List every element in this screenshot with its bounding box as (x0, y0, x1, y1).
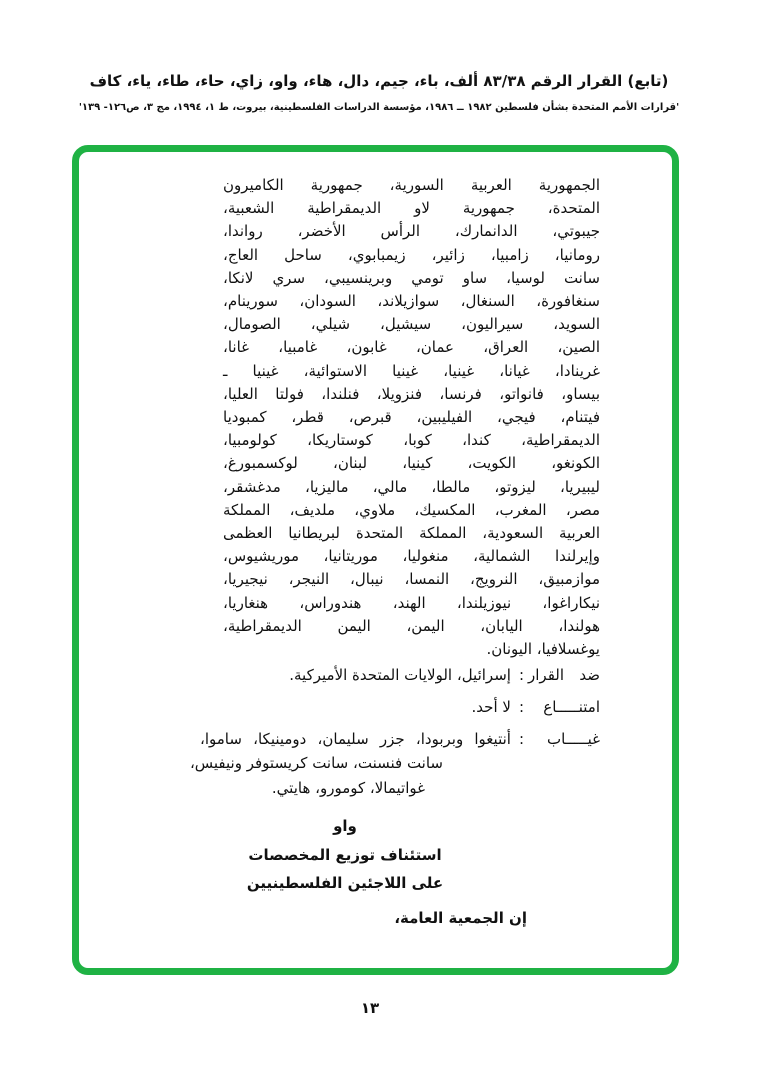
country-list-line: سنغافورة، السنغال، سوازيلاند، السودان، سورينام، (223, 292, 600, 311)
vote-absent-row (200, 729, 600, 750)
section-letter: واو (333, 817, 357, 835)
vote-absent-text-line2: سانت فنسنت، سانت كريستوفر ونيفيس، (189, 754, 443, 772)
vote-absent-label: غيـــــاب (546, 730, 600, 748)
vote-abstain-colon: : (518, 698, 524, 716)
vote-absent-text-line3: غواتيمالا، كومورو، هايتي. (271, 779, 425, 797)
vote-against-colon: : (518, 666, 524, 684)
voting-in-favor-list (223, 174, 600, 661)
vote-against-label: ضد القرار (528, 666, 600, 684)
assembly-opening-line: إن الجمعية العامة، (394, 909, 527, 927)
section-title-line1: استئناف توزيع المخصصات (248, 846, 442, 864)
vote-absent-colon: : (518, 730, 524, 748)
page-number: ١٣ (360, 999, 380, 1017)
country-list-line: جيبوتي، الدانمارك، الرأس الأخضر، رواندا، (223, 222, 600, 241)
vote-against-text: إسرائيل، الولايات المتحدة الأميركية. (289, 666, 511, 684)
country-list-line: الصين، العراق، عمان، غابون، غامبيا، غانا، (223, 338, 600, 357)
country-list-line: الديمقراطية، كندا، كوبا، كوستاريكا، كولومبيا، (223, 431, 600, 450)
country-list-line: موازمبيق، النرويج، النمسا، نيبال، النيجر، نيجيريا، (223, 570, 600, 589)
country-list-line: السويد، سيراليون، سيشيل، شيلي، الصومال، (223, 315, 600, 334)
country-list-line: العربية السعودية، المملكة المتحدة لبريطانيا العظمى (223, 524, 600, 543)
section-title-line2: على اللاجئين الفلسطينيين (246, 874, 444, 892)
country-list-line: نيكاراغوا، نيوزيلندا، الهند، هندوراس، هنغاريا، (223, 593, 600, 612)
country-list-line: وإيرلندا الشمالية، منغوليا، موريتانيا، موريشيوس، (223, 547, 600, 566)
country-list-last-line: يوغسلافيا، اليونان. (486, 640, 600, 659)
country-list-line: غرينادا، غيانا، غينيا، غينيا الاستوائية، غينيا ـ (223, 361, 600, 380)
country-list-line: رومانيا، زامبيا، زائير، زيمبابوي، ساحل العاج، (223, 245, 600, 264)
country-list-line: سانت لوسيا، ساو تومي وبرينسيبي، سري لانكا، (223, 268, 600, 287)
vote-against-row (200, 665, 600, 686)
country-list-line: هولندا، اليابان، اليمن، اليمن الديمقراطية، (223, 616, 600, 635)
vote-abstain-text: لا أحد. (471, 698, 511, 716)
vote-abstain-row (200, 697, 600, 718)
country-list-line: الجمهورية العربية السورية، جمهورية الكاميرون (223, 176, 600, 194)
resolution-header: (تابع) القرار الرقم ٨٣/٣٨ ألف، باء، جيم، دال، هاء، واو، زاي، حاء، طاء، ياء، كاف (89, 72, 669, 90)
country-list-line: مصر، المغرب، المكسيك، ملاوي، ملديف، المملكة (223, 500, 600, 519)
country-list-line: بيساو، فانواتو، فرنسا، فنزويلا، فنلندا، فولتا العليا، (223, 384, 600, 403)
vote-abstain-label: امتنـــــاع (543, 698, 600, 716)
source-footnote: 'قرارات الأمم المتحدة بشأن فلسطين ١٩٨٢ ــ ١٩٨٦، مؤسسة الدراسات الفلسطينية، بيروت، ط ١، ١٩٩٤، مج ٣، ص١٢٦- ١٣٩' (78, 102, 680, 113)
country-list-line: المتحدة، جمهورية لاو الديمقراطية الشعبية، (223, 199, 600, 218)
vote-absent-text-line1: أنتيغوا وبربودا، جزر سليمان، دومينيكا، ساموا، (200, 730, 511, 748)
country-list-line: فيتنام، فيجي، الفيليبين، قبرص، قطر، كمبوديا (223, 408, 600, 427)
country-list-line: الكونغو، الكويت، كينيا، لبنان، لوكسمبورغ، (223, 454, 600, 473)
country-list-line: ليبيريا، ليزوتو، مالطا، مالي، ماليزيا، مدغشقر، (223, 477, 600, 496)
